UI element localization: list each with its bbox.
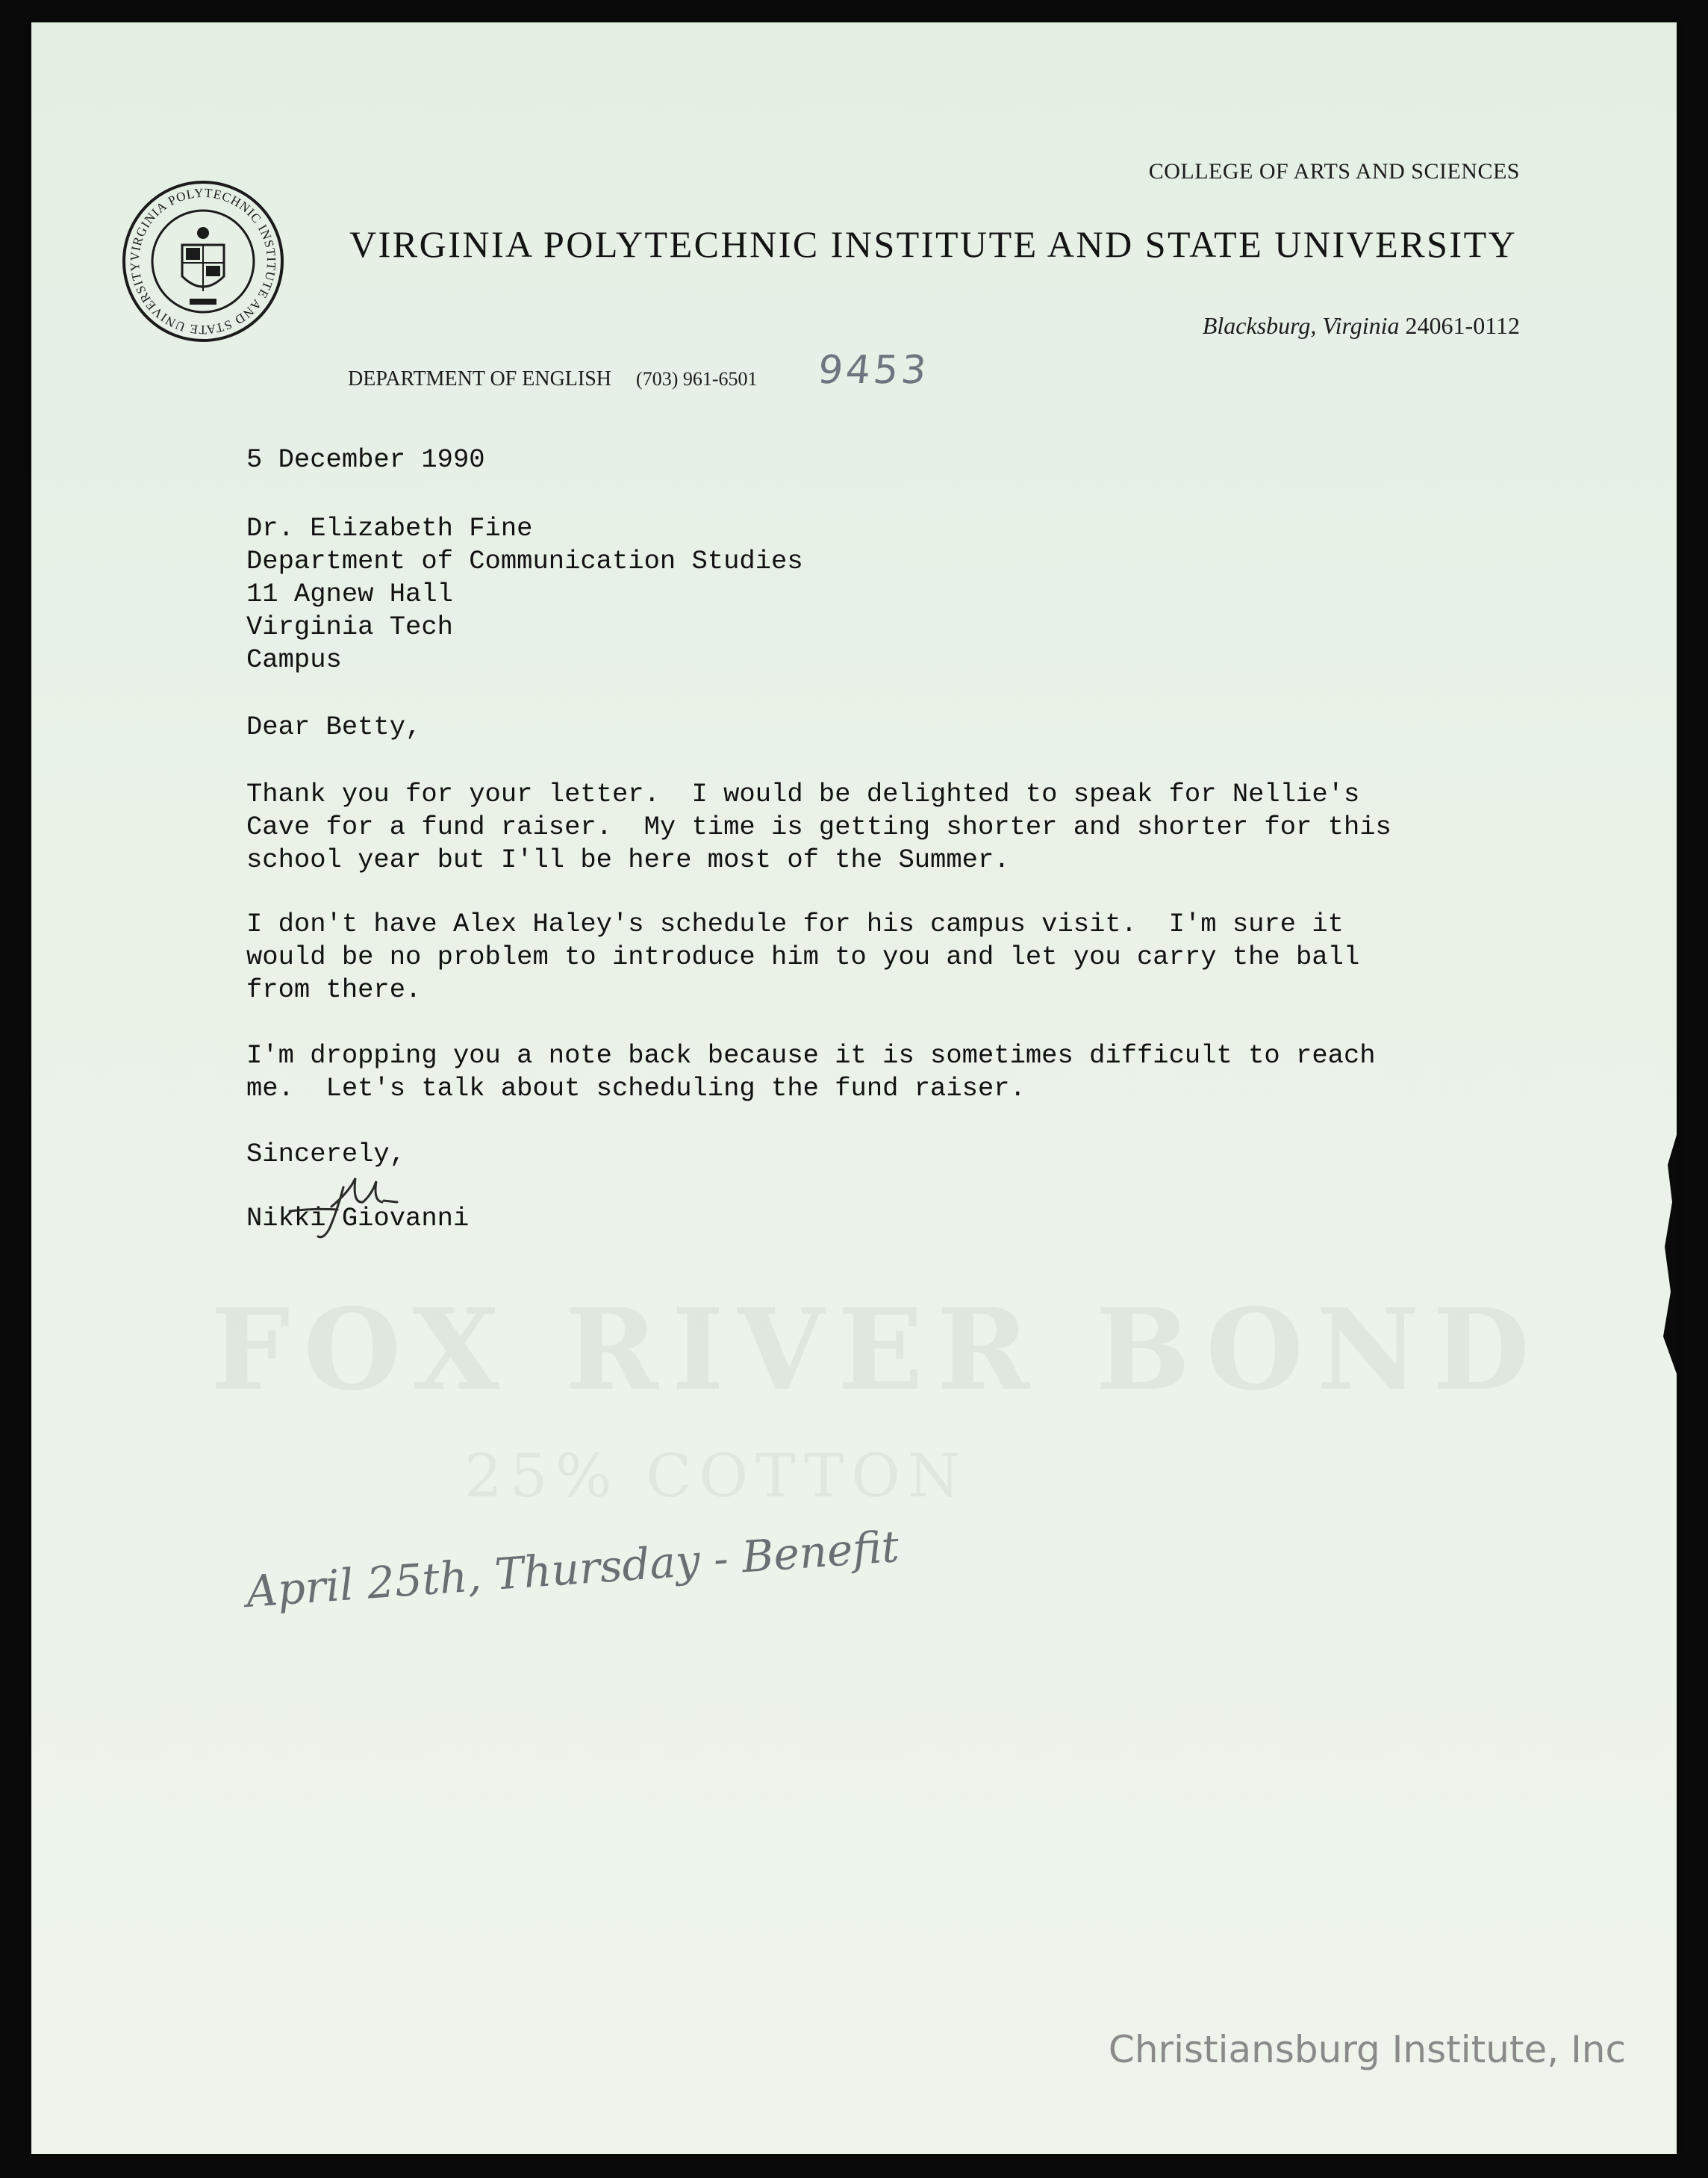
department-phone: (703) 961-6501 (636, 368, 758, 390)
signer-name: Nikki Giovanni (246, 1203, 470, 1233)
paragraph-line: school year but I'll be here most of the Summer. (246, 844, 1010, 875)
archive-credit: Christiansburg Institute, Inc (1108, 2028, 1626, 2071)
address-line: Dr. Elizabeth Fine (246, 513, 533, 544)
paper-watermark-content: 25% COTTON (464, 1441, 967, 1510)
paragraph-line: Thank you for your letter. I would be delighted to speak for Nellie's (246, 779, 1360, 809)
paper-watermark-brand: FOX RIVER BOND (211, 1284, 1543, 1416)
letterhead-address (1203, 312, 1520, 340)
department-line (348, 367, 758, 391)
university-seal-icon (121, 179, 285, 343)
paragraph-line: from there. (246, 974, 422, 1005)
salutation: Dear Betty, (246, 712, 422, 742)
address-line: Virginia Tech (246, 612, 453, 642)
college-name: COLLEGE OF ARTS AND SCIENCES (1148, 159, 1520, 184)
university-name: VIRGINIA POLYTECHNIC INSTITUTE AND STATE UNIVERSITY (349, 223, 1518, 265)
city: Blacksburg, Virginia (1202, 312, 1400, 339)
seal-text: VIRGINIA POLYTECHNIC INSTITUTE AND STATE UNIVERSITY (127, 185, 279, 337)
signature-icon (285, 1165, 434, 1247)
handwritten-note: April 25th, Thursday - Benefit (244, 1520, 901, 1617)
address-line: Campus (246, 644, 342, 675)
paragraph-line: would be no problem to introduce him to you and let you carry the ball (246, 942, 1360, 972)
letter-date: 5 December 1990 (246, 444, 485, 475)
paragraph-line: I don't have Alex Haley's schedule for his campus visit. I'm sure it (246, 909, 1344, 939)
paragraph-line: Cave for a fund raiser. My time is getting shorter and shorter for this (246, 812, 1391, 842)
closing: Sincerely, (246, 1139, 406, 1169)
handwritten-extension: 9453 (815, 348, 932, 393)
address-line: 11 Agnew Hall (246, 579, 453, 609)
address-line: Department of Communication Studies (246, 546, 803, 576)
paper-tear-icon (1654, 1135, 1677, 1374)
department-name: DEPARTMENT OF ENGLISH (348, 367, 612, 391)
paragraph-line: me. Let's talk about scheduling the fund raiser. (246, 1073, 1026, 1104)
paragraph-line: I'm dropping you a note back because it is sometimes difficult to reach (246, 1040, 1376, 1071)
letter-page (31, 22, 1677, 2154)
zip-code: 24061-0112 (1405, 312, 1520, 339)
